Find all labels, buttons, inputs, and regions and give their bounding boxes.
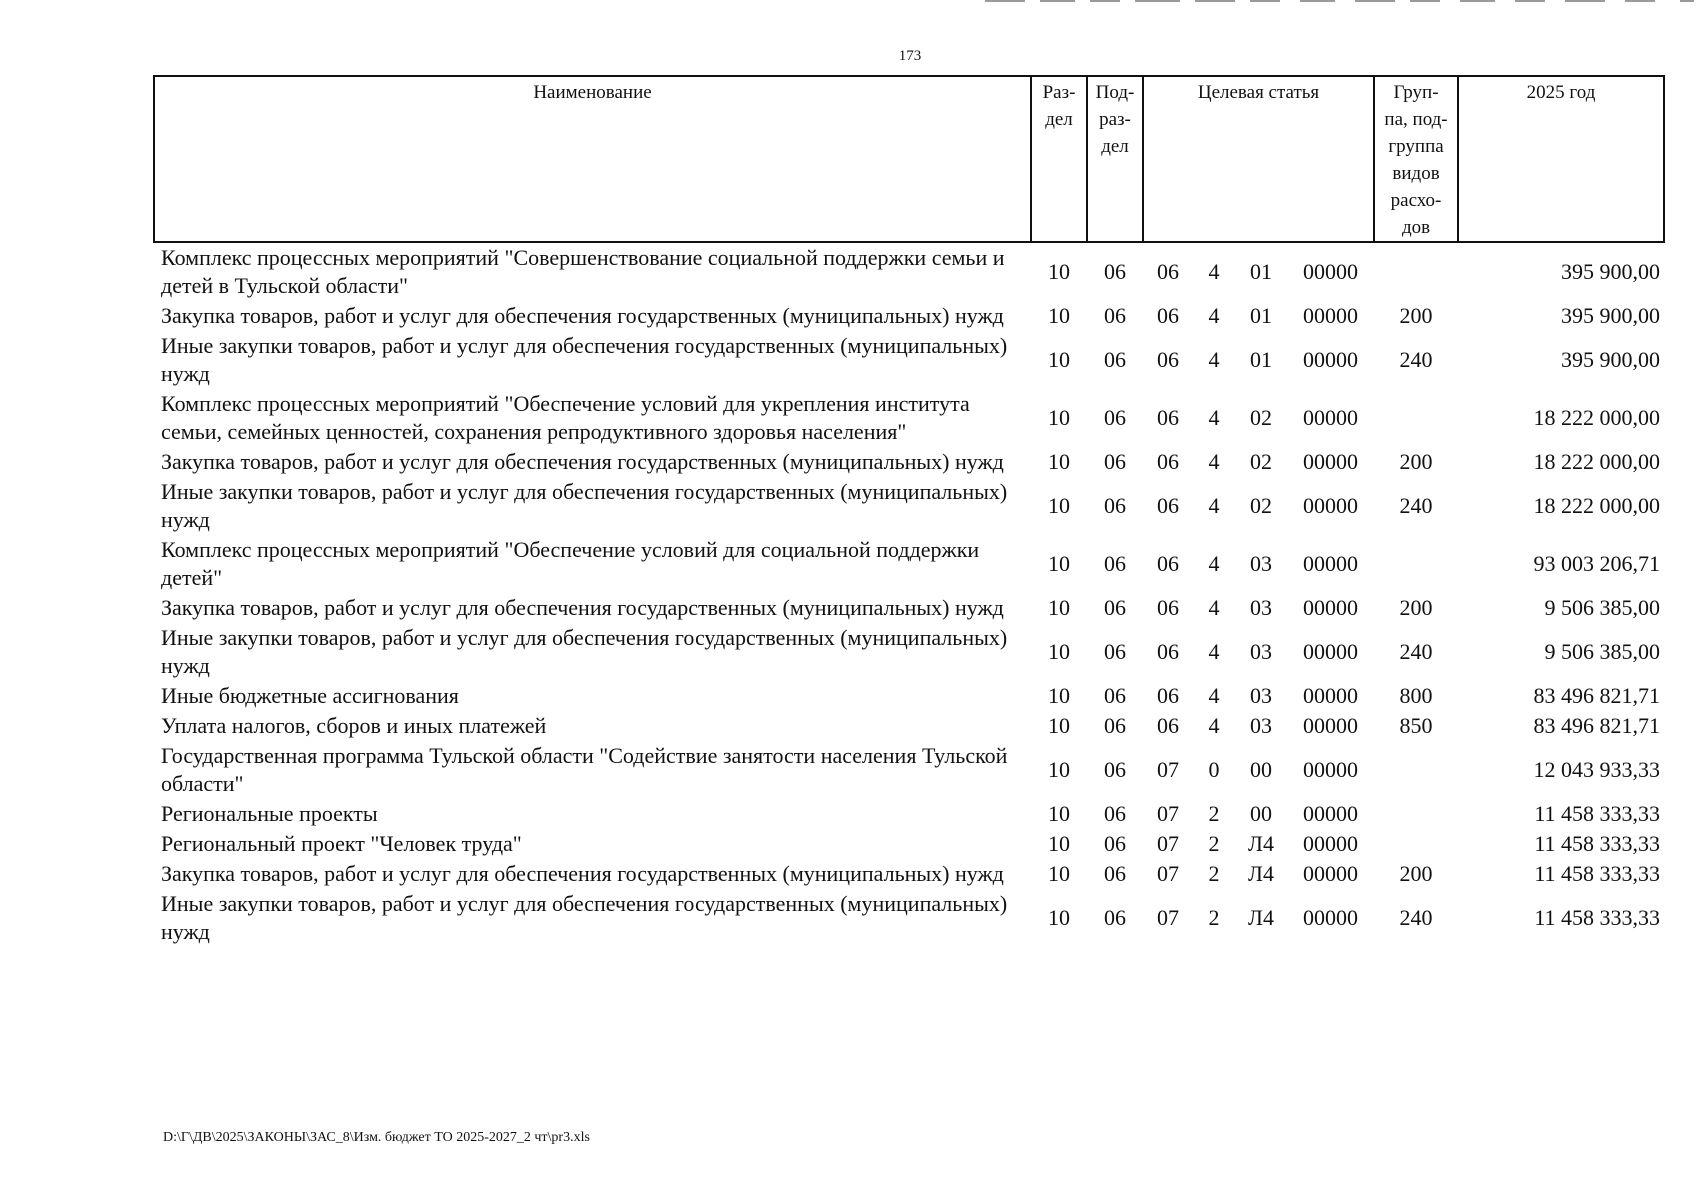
row-subprogram: 4 [1208,303,1220,328]
header-expense-group: Груп- па, под- группа видов расхо- дов [1374,76,1458,242]
row-section: 10 [1048,801,1070,826]
row-name: Иные закупки товаров, работ и услуг для обеспечения государственных (муниципальных) нужд [161,891,1008,944]
row-direction: 00000 [1303,493,1359,518]
row-program: 07 [1157,757,1179,782]
page-number: 173 [898,48,922,64]
row-expense-group [1374,535,1458,593]
table-row [154,477,1664,535]
row-name: Иные закупки товаров, работ и услуг для обеспечения государственных (муниципальных) нужд [161,479,1008,532]
row-program: 06 [1157,303,1179,328]
row-subsection: 06 [1104,905,1126,930]
header-name: Наименование [154,76,1031,242]
row-subprogram: 4 [1208,405,1220,430]
row-expense-group [1374,242,1458,301]
row-amount: 11 458 333,33 [1534,831,1661,856]
row-subsection: 06 [1104,303,1126,328]
row-subsection: 06 [1104,551,1126,576]
row-direction: 00000 [1303,551,1359,576]
table-row [154,447,1664,477]
row-amount: 395 900,00 [1561,259,1661,284]
row-event: 03 [1250,713,1272,738]
row-program: 06 [1157,683,1179,708]
row-subprogram: 2 [1208,801,1220,826]
row-program: 07 [1157,905,1179,930]
row-direction: 00000 [1303,757,1359,782]
row-event: 03 [1250,595,1272,620]
row-subsection: 06 [1104,493,1126,518]
row-subsection: 06 [1104,801,1126,826]
row-event: 01 [1250,347,1272,372]
row-section: 10 [1048,831,1070,856]
row-direction: 00000 [1303,861,1359,886]
row-program: 06 [1157,347,1179,372]
row-program: 07 [1157,831,1179,856]
row-direction: 00000 [1303,595,1359,620]
row-section: 10 [1048,493,1070,518]
row-direction: 00000 [1303,347,1359,372]
row-direction: 00000 [1303,683,1359,708]
table-row [154,535,1664,593]
row-subsection: 06 [1104,405,1126,430]
row-event: 00 [1250,757,1272,782]
table-row [154,859,1664,889]
row-event: 01 [1250,303,1272,328]
row-subprogram: 2 [1208,831,1220,856]
table-header [154,76,1664,242]
row-subsection: 06 [1104,683,1126,708]
row-program: 07 [1157,801,1179,826]
row-section: 10 [1048,639,1070,664]
row-expense-group [1374,741,1458,799]
table-row [154,301,1664,331]
table-row [154,741,1664,799]
row-section: 10 [1048,405,1070,430]
header-section: Раз- дел [1031,76,1087,242]
row-subsection: 06 [1104,449,1126,474]
row-amount: 11 458 333,33 [1534,801,1661,826]
row-expense-group [1374,389,1458,447]
row-amount: 11 458 333,33 [1534,905,1661,930]
row-amount: 395 900,00 [1561,303,1661,328]
row-program: 06 [1157,595,1179,620]
row-expense-group [1374,829,1458,859]
row-program: 06 [1157,259,1179,284]
row-amount: 18 222 000,00 [1533,449,1661,474]
row-amount: 12 043 933,33 [1533,757,1661,782]
table-body [154,242,1664,947]
row-subprogram: 0 [1208,757,1220,782]
header-year: 2025 год [1458,76,1664,242]
row-section: 10 [1048,595,1070,620]
row-name: Комплекс процессных мероприятий "Обеспечение условий для социальной поддержки детей" [161,537,980,590]
row-program: 07 [1157,861,1179,886]
row-name: Комплекс процессных мероприятий "Совершенствование социальной поддержки семьи и детей в Тульской области" [161,245,1005,298]
row-name: Закупка товаров, работ и услуг для обеспечения государственных (муниципальных) нужд [161,449,1004,474]
budget-table [153,75,1665,947]
row-subsection: 06 [1104,861,1126,886]
row-section: 10 [1048,449,1070,474]
row-subprogram: 4 [1208,595,1220,620]
row-event: 03 [1250,551,1272,576]
row-name: Иные закупки товаров, работ и услуг для обеспечения государственных (муниципальных) нужд [161,333,1008,386]
row-amount: 83 496 821,71 [1533,683,1661,708]
row-amount: 93 003 206,71 [1533,551,1661,576]
row-name: Уплата налогов, сборов и иных платежей [161,713,547,738]
row-direction: 00000 [1303,801,1359,826]
row-name: Иные закупки товаров, работ и услуг для обеспечения государственных (муниципальных) нужд [161,625,1008,678]
row-name: Закупка товаров, работ и услуг для обеспечения государственных (муниципальных) нужд [161,303,1004,328]
row-subsection: 06 [1104,713,1126,738]
table-row [154,711,1664,741]
row-expense-group: 800 [1399,683,1433,708]
row-subprogram: 2 [1208,905,1220,930]
row-section: 10 [1048,905,1070,930]
row-section: 10 [1048,757,1070,782]
row-subprogram: 4 [1208,551,1220,576]
row-expense-group: 240 [1399,493,1433,518]
row-expense-group: 200 [1399,595,1433,620]
table-row [154,242,1664,301]
table-row [154,829,1664,859]
row-program: 06 [1157,405,1179,430]
row-amount: 11 458 333,33 [1534,861,1661,886]
row-program: 06 [1157,713,1179,738]
row-expense-group: 200 [1399,303,1433,328]
table-row [154,889,1664,947]
table-row [154,331,1664,389]
row-name: Региональные проекты [161,801,378,826]
row-subprogram: 4 [1208,493,1220,518]
row-program: 06 [1157,551,1179,576]
row-subsection: 06 [1104,831,1126,856]
row-subprogram: 4 [1208,639,1220,664]
row-event: 01 [1250,259,1272,284]
row-direction: 00000 [1303,405,1359,430]
row-direction: 00000 [1303,303,1359,328]
row-subprogram: 4 [1208,259,1220,284]
row-name: Закупка товаров, работ и услуг для обеспечения государственных (муниципальных) нужд [161,861,1004,886]
row-subsection: 06 [1104,639,1126,664]
row-expense-group [1374,799,1458,829]
row-expense-group: 240 [1399,905,1433,930]
row-direction: 00000 [1303,449,1359,474]
row-expense-group: 200 [1399,861,1433,886]
row-direction: 00000 [1303,831,1359,856]
row-program: 06 [1157,639,1179,664]
row-expense-group: 850 [1399,713,1433,738]
row-amount: 9 506 385,00 [1544,639,1661,664]
row-event: 03 [1250,639,1272,664]
row-subsection: 06 [1104,757,1126,782]
row-section: 10 [1048,347,1070,372]
row-name: Закупка товаров, работ и услуг для обеспечения государственных (муниципальных) нужд [161,595,1004,620]
row-section: 10 [1048,713,1070,738]
row-subprogram: 2 [1208,861,1220,886]
row-expense-group: 200 [1399,449,1433,474]
row-event: Л4 [1248,831,1274,856]
header-target-article: Целевая статья [1143,76,1374,242]
file-path-footer: D:\Г\ДВ\2025\ЗАКОНЫ\ЗАС_8\Изм. бюджет ТО 2025-2027_2 чт\pr3.xls [163,1130,590,1145]
row-event: Л4 [1248,905,1274,930]
header-subsection: Под- раз- дел [1087,76,1143,242]
row-direction: 00000 [1303,905,1359,930]
row-subprogram: 4 [1208,713,1220,738]
row-subsection: 06 [1104,595,1126,620]
row-section: 10 [1048,259,1070,284]
row-event: 00 [1250,801,1272,826]
table-row [154,389,1664,447]
row-amount: 83 496 821,71 [1533,713,1661,738]
row-section: 10 [1048,551,1070,576]
row-subsection: 06 [1104,347,1126,372]
table-row [154,623,1664,681]
table-row [154,799,1664,829]
row-amount: 395 900,00 [1561,347,1661,372]
row-subprogram: 4 [1208,347,1220,372]
row-direction: 00000 [1303,713,1359,738]
row-event: 02 [1250,493,1272,518]
row-event: 03 [1250,683,1272,708]
row-amount: 9 506 385,00 [1544,595,1661,620]
table-row [154,593,1664,623]
row-event: Л4 [1248,861,1274,886]
row-name: Комплекс процессных мероприятий "Обеспечение условий для укрепления института семьи, семейных ценностей, сохранения репродуктивного здоровья населения" [161,391,970,444]
row-name: Государственная программа Тульской области "Содействие занятости населения Тульской области" [161,743,1008,796]
row-amount: 18 222 000,00 [1533,493,1661,518]
row-subprogram: 4 [1208,683,1220,708]
row-program: 06 [1157,449,1179,474]
row-section: 10 [1048,303,1070,328]
row-amount: 18 222 000,00 [1533,405,1661,430]
row-event: 02 [1250,449,1272,474]
row-expense-group: 240 [1399,347,1433,372]
row-event: 02 [1250,405,1272,430]
table-row [154,681,1664,711]
row-direction: 00000 [1303,259,1359,284]
row-section: 10 [1048,683,1070,708]
row-section: 10 [1048,861,1070,886]
row-subprogram: 4 [1208,449,1220,474]
row-name: Иные бюджетные ассигнования [161,683,459,708]
row-program: 06 [1157,493,1179,518]
row-subsection: 06 [1104,259,1126,284]
row-direction: 00000 [1303,639,1359,664]
row-name: Региональный проект "Человек труда" [161,831,522,856]
row-expense-group: 240 [1399,639,1433,664]
